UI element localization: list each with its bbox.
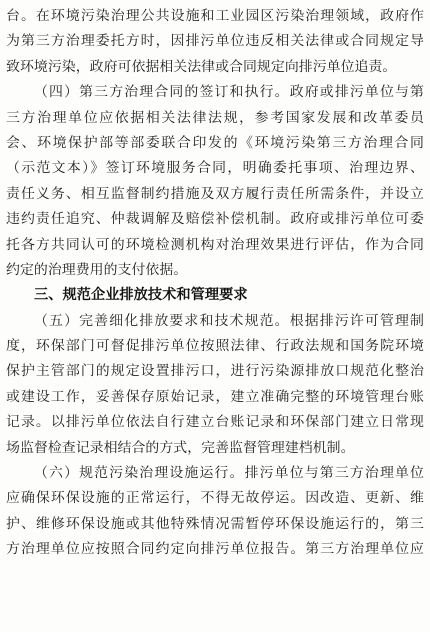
document-body bbox=[6, 4, 424, 563]
paragraph-line: 违约责任追究、仲裁调解及赔偿补偿机制。政府或排污单位可委 bbox=[6, 211, 424, 228]
paragraph-line: 会、环境保护部等部委联合印发的《环境污染第三方治理合同 bbox=[6, 134, 424, 151]
section-heading: 三、规范企业排放技术和管理要求 bbox=[34, 287, 248, 304]
paragraph-line: 度，环保部门可督促排污单位按照法律、行政法规和国务院环境 bbox=[6, 338, 424, 355]
paragraph-line: 记录。以排污单位依法自行建立台账记录和环保部门建立日常现 bbox=[6, 414, 424, 431]
paragraph-line: 保护主管部门的规定设置排污口，进行污染源排放口规范化整治 bbox=[6, 363, 424, 380]
paragraph-line: 约定的治理费用的支付依据。 bbox=[6, 261, 188, 278]
paragraph-line: 应确保环保设施的正常运行，不得无故停运。因改造、更新、维 bbox=[6, 490, 424, 507]
paragraph-line: （四）第三方治理合同的签订和执行。政府或排污单位与第 bbox=[34, 84, 424, 101]
paragraph-line: 致环境污染，政府可依据相关法律或合同规定向排污单位追责。 bbox=[6, 58, 397, 75]
paragraph-line: 或建设工作，妥善保存原始记录，建立准确完整的环境管理台账 bbox=[6, 388, 424, 405]
paragraph-line: 方治理单位应按照合同约定向排污单位报告。第三方治理单位应 bbox=[6, 541, 424, 558]
paragraph-line: 护、维修环保设施或其他特殊情况需暂停环保设施运行的，第三 bbox=[6, 515, 424, 532]
paragraph-line: 台。在环境污染治理公共设施和工业园区污染治理领域，政府作 bbox=[6, 8, 424, 24]
paragraph-line: 场监督检查记录相结合的方式，完善监督管理建档机制。 bbox=[6, 439, 355, 456]
paragraph-line: （示范文本）》签订环境服务合同，明确委托事项、治理边界、 bbox=[6, 160, 424, 177]
paragraph-line: 责任义务、相互监督制约措施及双方履行责任所需条件，并设立 bbox=[6, 185, 424, 202]
paragraph-line: 为第三方治理委托方时，因排污单位违反相关法律或合同规定导 bbox=[6, 33, 424, 50]
paragraph-line: （六）规范污染治理设施运行。排污单位与第三方治理单位 bbox=[34, 465, 424, 482]
paragraph-line: 托各方共同认可的环境检测机构对治理效果进行评估，作为合同 bbox=[6, 236, 424, 253]
paragraph-line: （五）完善细化排放要求和技术规范。根据排污许可管理制 bbox=[34, 312, 424, 329]
paragraph-line: 三方治理单位应依据相关法律法规，参考国家发展和改革委员 bbox=[6, 109, 424, 126]
